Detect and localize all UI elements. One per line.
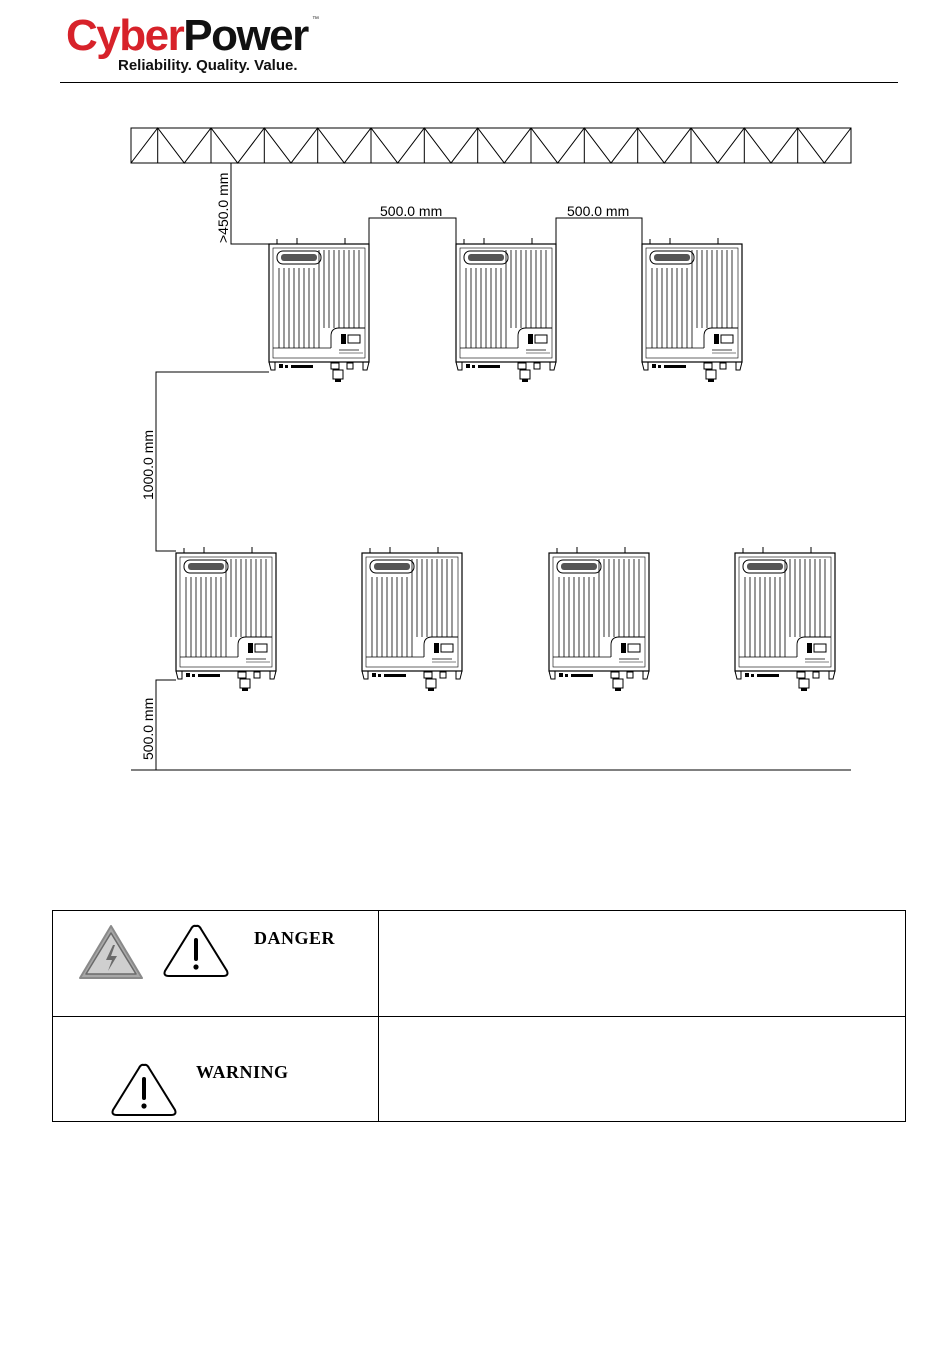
safety-symbols-table <box>52 910 906 1122</box>
inverter-bottom-2 <box>362 547 462 691</box>
horizontal-spacing-left-label: 500.0 mm <box>380 203 443 219</box>
vertical-spacing-dimension <box>156 372 269 551</box>
top-clearance-dimension <box>231 163 269 244</box>
danger-symbol-cell <box>53 911 379 1017</box>
brand-power: Power <box>183 11 308 60</box>
electric-hazard-icon <box>77 923 145 981</box>
top-clearance-label: >450.0 mm <box>215 172 231 243</box>
warning-triangle-icon <box>109 1060 179 1118</box>
danger-label: DANGER <box>254 928 336 948</box>
inverter-top-3 <box>642 238 742 382</box>
danger-description <box>379 911 906 1017</box>
brand-tagline: Reliability. Quality. Value. <box>118 57 298 74</box>
warning-triangle-icon <box>161 921 231 979</box>
trademark-mark: ™ <box>312 16 319 23</box>
horizontal-spacing-left-dimension <box>369 218 456 244</box>
horizontal-spacing-right-label: 500.0 mm <box>567 203 630 219</box>
inverter-bottom-1 <box>176 547 276 691</box>
bottom-clearance-label: 500.0 mm <box>140 697 156 760</box>
horizontal-spacing-right-dimension <box>556 218 642 244</box>
inverter-bottom-4 <box>735 547 835 691</box>
warning-description <box>379 1017 906 1122</box>
brand-cyber: Cyber <box>66 11 184 60</box>
warning-row <box>53 1017 906 1122</box>
warning-label: WARNING <box>196 1062 289 1082</box>
vertical-spacing-label: 1000.0 mm <box>140 429 156 500</box>
inverter-top-1 <box>269 238 369 382</box>
inverter-top-2 <box>456 238 556 382</box>
inverter-bottom-3 <box>549 547 649 691</box>
bottom-clearance-dimension <box>156 680 176 770</box>
ceiling-truss <box>131 128 851 163</box>
danger-row <box>53 911 906 1017</box>
warning-symbol-cell <box>53 1017 379 1122</box>
